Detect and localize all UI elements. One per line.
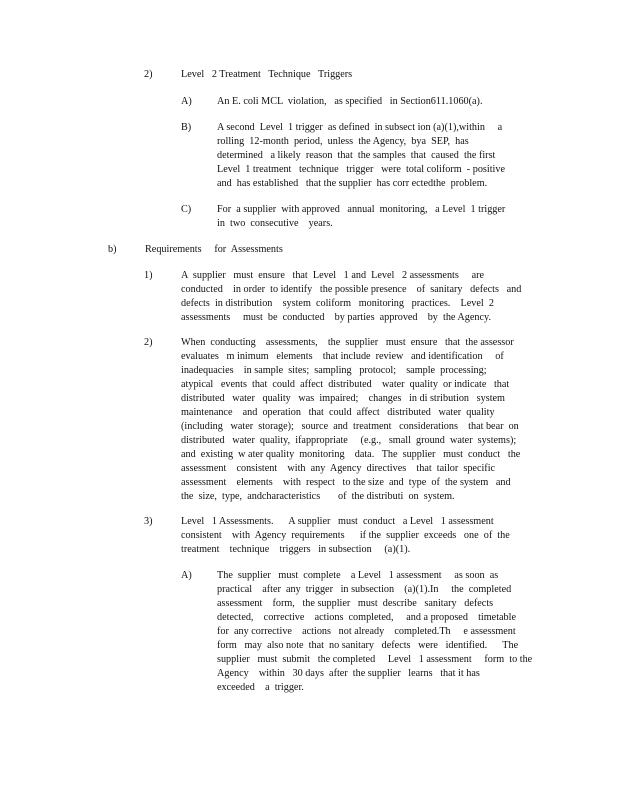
text-line: inadequacies in sample sites; sampling protocol; sample processing;: [181, 365, 487, 376]
text-line: conducted in order to identify the possible presence of sanitary defects and: [181, 284, 522, 295]
text-line: A second Level 1 trigger as defined in subsect ion (a)(1),within a: [217, 122, 503, 133]
item-2a-label: A): [181, 96, 192, 107]
item-b3-label: 3): [144, 516, 153, 527]
text-line: An E. coli MCL violation, as specified in Section611.1060(a).: [217, 96, 483, 107]
text-line: supplier must submit the completed Level 1 assessment form to the: [217, 654, 533, 665]
text-line: for any corrective actions not already completed.Th e assessment: [217, 626, 516, 637]
item-b1-label: 1): [144, 270, 153, 281]
text-line: Level 1 Assessments. A supplier must conduct a Level 1 assessment: [181, 516, 494, 527]
text-line: assessment elements with respect to the size and type of the system and: [181, 477, 511, 488]
item-2c-label: C): [181, 204, 192, 215]
item-b2-label: 2): [144, 337, 153, 348]
item-b3-text: [181, 515, 523, 557]
item-b3a-text: [217, 569, 541, 695]
text-line: distributed water quality, ifappropriate (e.g., small ground water systems);: [181, 435, 517, 446]
text-line: For a supplier with approved annual monitoring, a Level 1 trigger: [217, 204, 506, 215]
text-line: A supplier must ensure that Level 1 and Level 2 assessments are: [181, 270, 485, 281]
text-line: consistent with Agency requirements if the supplier exceeds one of the: [181, 530, 510, 541]
text-line: Requirements for Assessments: [145, 244, 283, 255]
text-line: Level 1 treatment technique trigger were total coliform - positive: [217, 164, 505, 175]
text-line: Level 2 Treatment Technique Triggers: [181, 69, 353, 80]
text-line: detected, corrective actions completed, and a proposed timetable: [217, 612, 517, 623]
text-line: and existing w ater quality monitoring data. The supplier must conduct the: [181, 449, 521, 460]
section-b-label: b): [108, 244, 117, 255]
item-2-heading: [181, 68, 541, 82]
text-line: in two consecutive years.: [217, 218, 333, 229]
item-b3a-label: A): [181, 570, 192, 581]
item-2a-text: [217, 95, 537, 109]
text-line: When conducting assessments, the supplier must ensure that the assessor: [181, 337, 514, 348]
text-line: form may also note that no sanitary defects were identified. The: [217, 640, 519, 651]
text-line: practical after any trigger in subsection (a)(1).In the completed: [217, 584, 512, 595]
text-line: exceeded a trigger.: [217, 682, 304, 693]
item-b2-text: [181, 336, 539, 504]
text-line: defects in distribution system coliform monitoring practices. Level 2: [181, 298, 494, 309]
text-line: maintenance and operation that could affect distributed water quality: [181, 407, 495, 418]
text-line: assessment consistent with any Agency directives that tailor specific: [181, 463, 496, 474]
text-line: Agency within 30 days after the supplier learns that it has: [217, 668, 480, 679]
text-line: (including water storage); source and treatment considerations that bear on: [181, 421, 519, 432]
text-line: distributed water quality was impaired; changes in di stribution system: [181, 393, 505, 404]
text-line: determined a likely reason that the samples that caused the first: [217, 150, 496, 161]
text-line: and has established that the supplier has corr ectedthe problem.: [217, 178, 488, 189]
text-line: treatment technique triggers in subsection (a)(1).: [181, 544, 411, 555]
item-2-label: 2): [144, 69, 153, 80]
item-2b-text: [217, 121, 529, 191]
item-b1-text: [181, 269, 537, 325]
item-2c-text: [217, 203, 529, 231]
text-line: atypical events that could affect distributed water quality or indicate that: [181, 379, 510, 390]
section-b-heading: [145, 243, 445, 257]
text-line: evaluates m inimum elements that include review and identification of: [181, 351, 504, 362]
text-line: rolling 12-month period, unless the Agency, bya SEP, has: [217, 136, 469, 147]
text-line: assessments must be conducted by parties approved by the Agency.: [181, 312, 491, 323]
text-line: the size, type, andcharacteristics of the distributi on system.: [181, 491, 455, 502]
text-line: assessment form, the supplier must describe sanitary defects: [217, 598, 494, 609]
item-2b-label: B): [181, 122, 192, 133]
text-line: The supplier must complete a Level 1 assessment as soon as: [217, 570, 499, 581]
